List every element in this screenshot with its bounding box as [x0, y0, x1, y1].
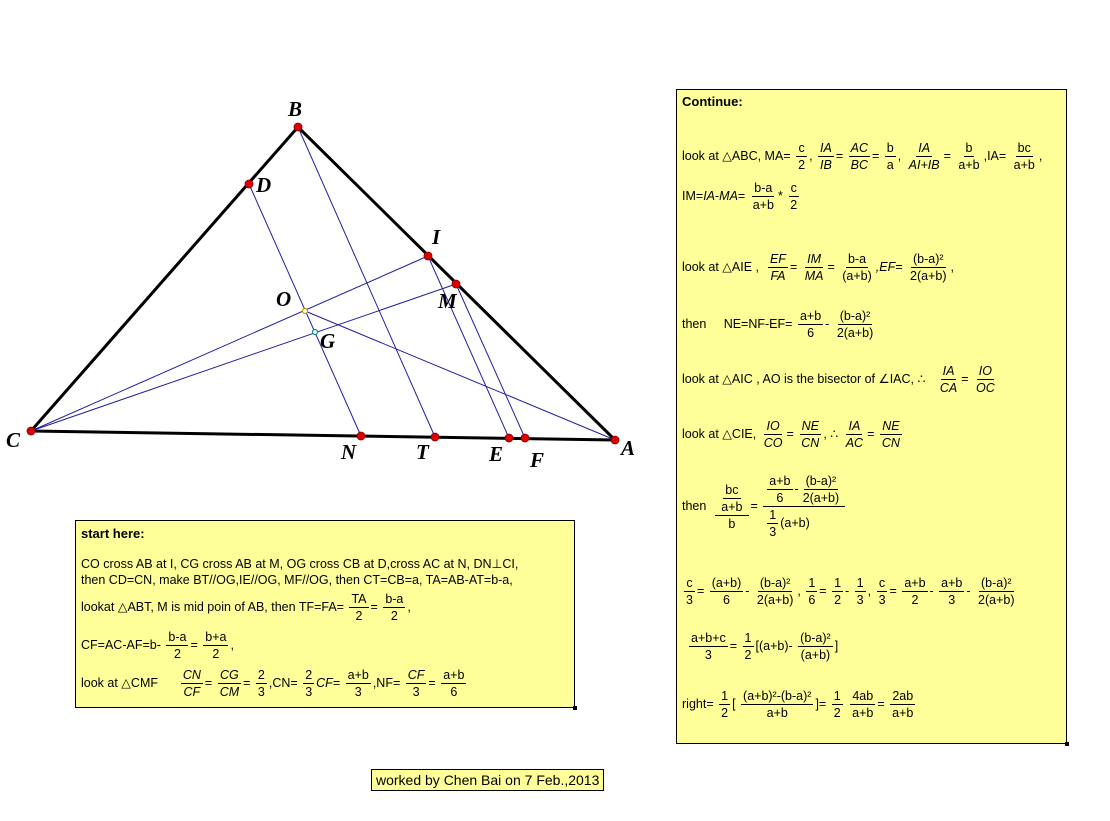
line-B-T: [298, 127, 435, 437]
resize-handle[interactable]: [573, 706, 577, 710]
point-N[interactable]: [357, 432, 365, 440]
start-line-4: CF=AC-AF=b- $\frac{b-a}{2}$ = $\frac{b+a}{2}$ ,: [81, 630, 234, 661]
continue-line-5: look at △AIC , AO is the bisector of ∠IAC, ∴ $\frac{IA}{CA}$ = $\frac{IO}{OC}$: [682, 364, 995, 395]
continue-box: [676, 89, 1067, 744]
point-M[interactable]: [452, 280, 460, 288]
fraction: $\frac{b-a}{2}$: [385, 592, 404, 623]
start-title: start here:: [81, 526, 145, 541]
point-label-M: M: [438, 289, 457, 313]
continue-line-8: $\frac{c}{3}$ = $\frac{(a+b)}{6}$ - $\frac{\text{(b-a)²}}{2(a+b)}$ , $\frac{1}{6}$ = $\frac{1}{2}$ - $\frac{1}{3}$ , $\frac{c}{3}$ = $\frac{a+b}{2}$ - $\frac{a+b}{3}$ - $\frac{\text{(b-a)²}}{2(a+b)}$: [686, 576, 1015, 607]
start-line-5: look at △CMF $\frac{CN}{CF}$ = $\frac{CG}{CM}$ = $\frac{2}{3}$ ,CN= $\frac{2}{3}$ CF= $\frac{a+b}{3}$ ,NF= $\frac{CF}{3}$ = $\frac{a+b}{6}$: [81, 668, 465, 699]
point-T[interactable]: [431, 433, 439, 441]
point-label-B: B: [288, 97, 303, 121]
start-line-2: then CD=CN, make BT//OG,IE//OG, MF//OG, then CT=CB=a, TA=AB-AT=b-a,: [81, 573, 513, 587]
continue-line-1: look at △ABC, MA= $\frac{c}{2}$ , $\frac{IA}{IB}$ = $\frac{AC}{BC}$ = $\frac{b}{a}$ , $\frac{IA}{AI+IB}$ = $\frac{b}{a+b}$ ,IA= $\frac{bc}{a+b}$ ,: [682, 141, 1043, 172]
author-signature: worked by Chen Bai on 7 Feb.,2013: [371, 769, 604, 791]
resize-handle[interactable]: [1065, 742, 1069, 746]
continue-line-3: look at △AIE , $\frac{EF}{FA}$ = $\frac{IM}{MA}$ = $\frac{b-a}{(a+b)}$ ,EF= $\frac{\text{(b-a)²}}{2(a+b)}$ ,: [682, 252, 954, 283]
point-A[interactable]: [611, 436, 619, 444]
continue-line-7: then $\frac{\frac{bc}{a+b}}{b}$ = $\frac{a+b}{6}$ - $\frac{\text{(b-a)²}}{2(a+b)}$ $\frac{1}{3}$ (a+b): [682, 473, 847, 540]
start-line-3: lookat △ABT, M is mid poin of AB, then TF=FA= $\frac{TA}{2}$ = $\frac{b-a}{2}$ ,: [81, 592, 411, 623]
continue-line-4: then NE=NF-EF= $\frac{a+b}{6}$ - $\frac{\text{(b-a)²}}{2(a+b)}$: [682, 309, 874, 340]
line-C-I: [31, 256, 428, 431]
triangle-ABC: [31, 127, 615, 440]
point-I[interactable]: [424, 252, 432, 260]
continue-line-2: IM=IA-MA= $\frac{b-a}{a+b}$ * $\frac{c}{2}$: [682, 181, 798, 212]
point-D[interactable]: [245, 180, 253, 188]
point-label-G: G: [320, 329, 336, 353]
construction-lines: [31, 127, 615, 440]
start-line-1: CO cross AB at I, CG cross AB at M, OG cross CB at D,cross AC at N, DN⊥CI,: [81, 557, 519, 571]
line-O-A: [305, 311, 615, 440]
point-G[interactable]: [313, 330, 318, 335]
point-label-T: T: [416, 440, 429, 464]
point-E[interactable]: [505, 434, 513, 442]
continue-line-6: look at △CIE, $\frac{IO}{CO}$ = $\frac{NE}{CN}$ , ∴ $\frac{IA}{AC}$ = $\frac{NE}{CN}$: [682, 419, 900, 450]
fraction: $\frac{TA}{2}$: [351, 592, 367, 623]
line-M-F: [456, 284, 525, 438]
point-C[interactable]: [27, 427, 35, 435]
point-label-A: A: [621, 436, 636, 460]
point-label-F: F: [530, 448, 545, 472]
point-label-N: N: [341, 440, 357, 464]
point-label-D: D: [256, 173, 272, 197]
point-label-I: I: [432, 225, 441, 249]
continue-line-9: $\frac{a+b+c}{3}$ = $\frac{1}{2}$ [(a+b)- $\frac{\text{(b-a)²}}{(a+b)}$ ]: [691, 631, 839, 662]
continue-line-10: right= $\frac{1}{2}$ [ $\frac{\text{(a+b)²-(b-a)²}}{a+b}$ ]= $\frac{1}{2}$ $\frac{4ab}{a+b}$ = $\frac{2ab}{a+b}$: [682, 689, 914, 720]
start-here-box: [75, 520, 575, 708]
line-I-E: [428, 256, 509, 438]
continue-title: Continue:: [682, 94, 743, 109]
point-label-E: E: [489, 442, 504, 466]
point-O[interactable]: [303, 309, 308, 314]
point-B[interactable]: [294, 123, 302, 131]
text: lookat △ABT, M is mid poin of AB, then TF=FA=: [81, 599, 344, 614]
point-F[interactable]: [521, 434, 529, 442]
point-label-O: O: [276, 287, 292, 311]
point-label-C: C: [6, 428, 21, 452]
